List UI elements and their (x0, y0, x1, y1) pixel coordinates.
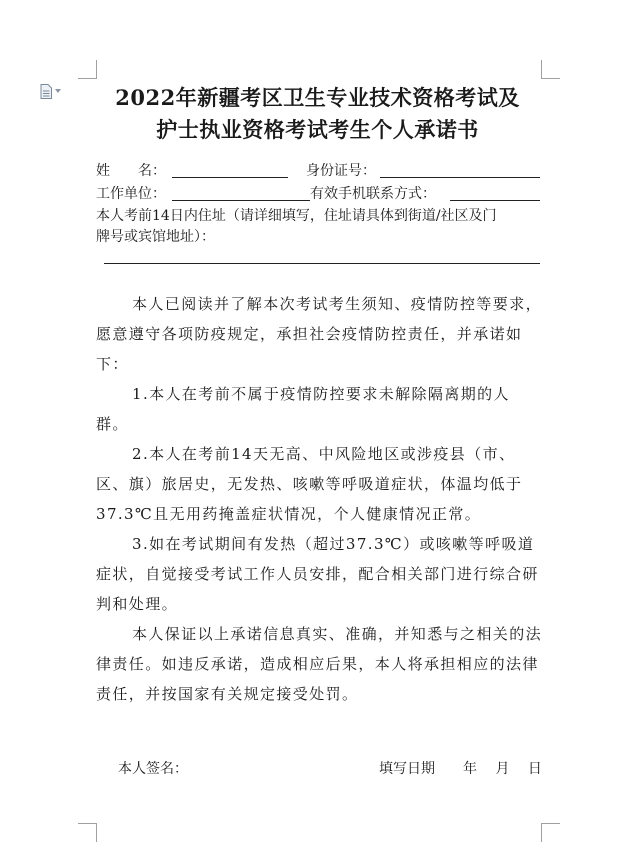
address-label-line-1: 本人考前14日内住址（请详细填写，住址请具体到街道/社区及门 (96, 208, 497, 224)
work-unit-label: 工作单位： (96, 186, 166, 202)
margin-corner-top-left (78, 60, 97, 79)
signature-label: 本人签名： (118, 761, 188, 777)
paragraph-intro: 本人已阅读并了解本次考试考生须知、疫情防控等要求，愿意遵守各项防疫规定，承担社会疫情防控责任，并承诺如下： (96, 295, 543, 373)
name-label: 姓 名： (96, 163, 166, 179)
id-number-label: 身份证号： (306, 163, 376, 179)
title-line-1: 2022年新疆考区卫生专业技术资格考试及 (115, 85, 520, 110)
phone-field[interactable] (450, 183, 540, 201)
fill-date-label: 填写日期 年 月 日 (379, 761, 542, 777)
paragraph-guarantee: 本人保证以上承诺信息真实、准确，并知悉与之相关的法律责任。如违反承诺，造成相应后果，本人将承担相应的法律责任，并按国家有关规定接受处罚。 (96, 625, 543, 703)
paragraph-item-2: 2.本人在考前14天无高、中风险地区或涉疫县（市、区、旗）旅居史，无发热、咳嗽等呼吸道症状，体温均低于37.3℃且无用药掩盖症状情况，个人健康情况正常。 (96, 445, 523, 523)
margin-corner-bottom-left (78, 823, 97, 842)
address-field[interactable] (104, 245, 540, 264)
paragraph-item-1: 1.本人在考前不属于疫情防控要求未解除隔离期的人群。 (96, 385, 510, 433)
phone-label: 有效手机联系方式： (310, 186, 436, 202)
title-line-2: 护士执业资格考试考生个人承诺书 (156, 117, 479, 142)
margin-corner-top-right (541, 60, 560, 79)
address-label-line-2: 牌号或宾馆地址）： (96, 229, 215, 245)
margin-corner-bottom-right (541, 823, 560, 842)
paragraph-item-3: 3.如在考试期间有发热（超过37.3℃）或咳嗽等呼吸道症状，自觉接受考试工作人员安排，配合相关部门进行综合研判和处理。 (96, 535, 539, 613)
name-field[interactable] (172, 160, 288, 178)
work-unit-field[interactable] (172, 183, 310, 201)
id-number-field[interactable] (380, 160, 540, 178)
